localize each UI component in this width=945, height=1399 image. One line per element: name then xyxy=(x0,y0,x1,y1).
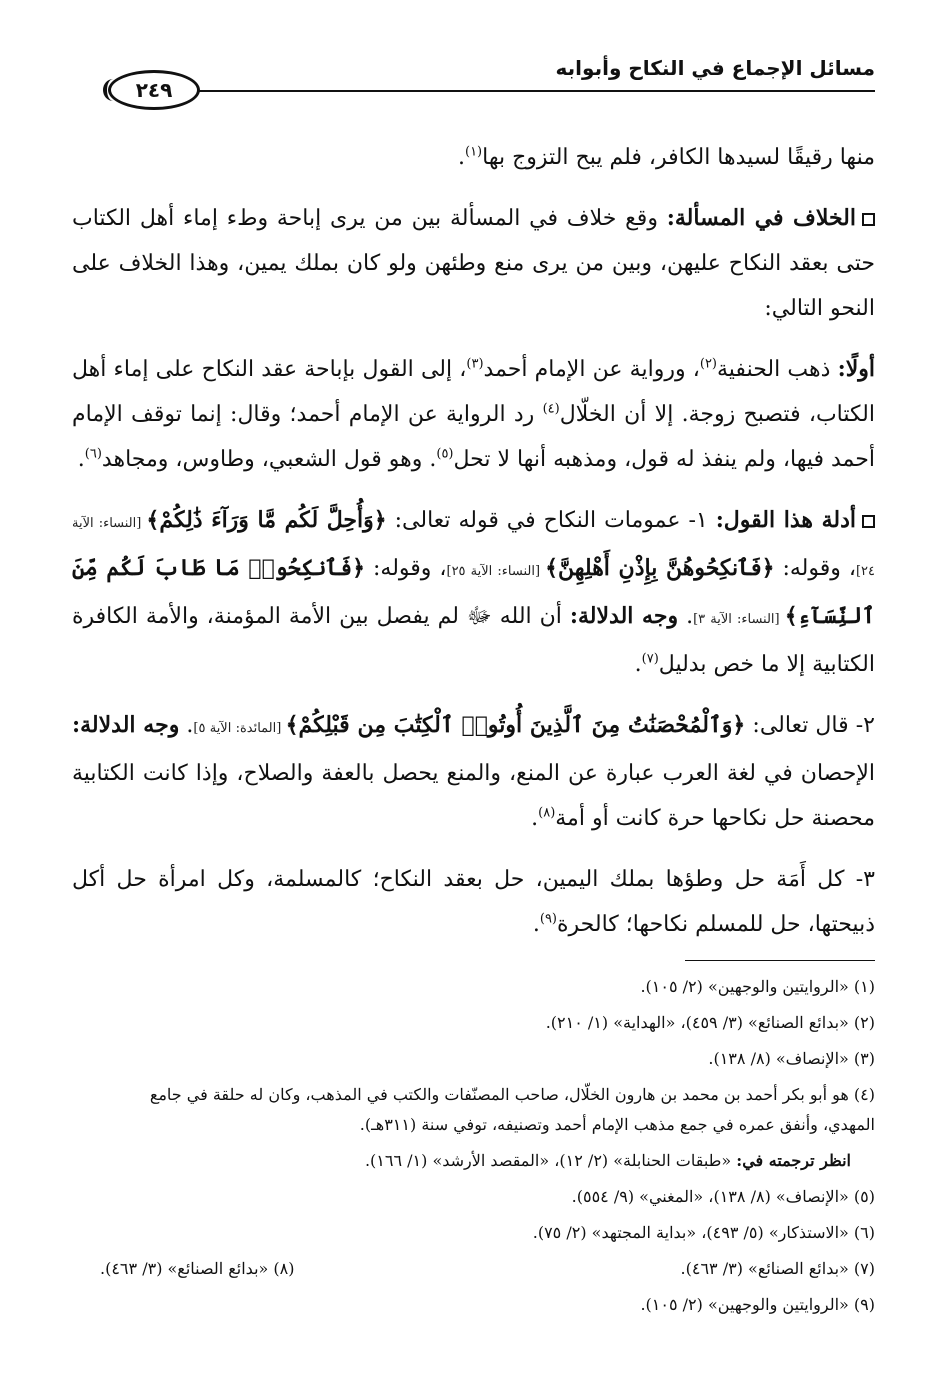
verse-reference: [النساء: الآية ٣] xyxy=(693,612,785,627)
footnote-3: (٣) «الإنصاف» (٨/ ١٣٨). xyxy=(708,1049,875,1068)
quran-verse: ﴿وَأُحِلَّ لَكُم مَّا وَرَآءَ ذَٰلِكُمْ﴾ xyxy=(146,507,387,533)
text-run: . xyxy=(532,912,540,937)
text-run: «طبقات الحنابلة» (٢/ ١٢)، «المقصد الأرشد» (١/ ١٦٦). xyxy=(364,1151,737,1170)
text-run: منها رقيقًا لسيدها الكافر، فلم يبح التزوج بها xyxy=(482,145,875,170)
quran-verse: ﴿فَٱنكِحُوا۟ مَا طَابَ لَكُم مِّنَ ٱلنِّسَآءِ﴾ xyxy=(72,555,875,629)
footnote-8: (٨) «بدائع الصنائع» (٣/ ٤٦٣). xyxy=(100,1259,295,1278)
footnote-ref-4: (٤) xyxy=(542,401,560,417)
paragraph-awwalan xyxy=(72,347,875,482)
footnote-ref-2: (٢) xyxy=(699,356,717,372)
text-run: . xyxy=(634,652,642,677)
paragraph-adilla xyxy=(72,498,875,687)
text-run: ، إلى القول بإباحة عقد النكاح على إماء أهل الكتاب، فتصبح زوجة. إلا أن الخلّال xyxy=(72,357,875,427)
footnote-ref-5: (٥) xyxy=(436,446,454,462)
footnote-2: (٢) «بدائع الصنائع» (٣/ ٤٥٩)، «الهداية» (١/ ٢١٠). xyxy=(545,1013,875,1032)
footnotes xyxy=(100,972,875,1326)
footnote-7: (٧) «بدائع الصنائع» (٣/ ٤٦٣). xyxy=(680,1259,875,1278)
text-run: وقع خلاف في المسألة بين من يرى إباحة وطء إماء أهل الكتاب حتى بعقد النكاح عليهن، وبين من يرى منع وطئهن ولو كان بملك يمين، وهذا الخلاف على النحو التالي: xyxy=(72,206,875,321)
paragraph-evidence-2 xyxy=(72,703,875,841)
footnote-5: (٥) «الإنصاف» (٨/ ١٣٨)، «المغني» (٩/ ٥٥٤). xyxy=(571,1187,875,1206)
wajh-label: وجه الدلالة: xyxy=(72,712,180,738)
heading-awwalan: أولًا: xyxy=(837,356,875,382)
text-run: . xyxy=(457,145,465,170)
text-run: . xyxy=(77,447,85,472)
wajh-label: وجه الدلالة: xyxy=(569,603,679,629)
footnote-1: (١) «الروايتين والوجهين» (٢/ ١٠٥). xyxy=(640,977,875,996)
text-run: الإحصان في لغة العرب عبارة عن المنع، والمنع يحصل بالعفة والصلاح، وإذا كانت الكتابية محصنة حل نكاحها حرة كانت أو أمة xyxy=(72,761,875,831)
footnote-ref-7: (٧) xyxy=(641,651,659,667)
footnote-ref-6: (٦) xyxy=(84,446,102,462)
text-run: رد الرواية عن الإمام أحمد؛ وقال: إنما توقف الإمام أحمد فيها، ولم ينفذ له قول، ومذهبه أنها لا تحل xyxy=(72,402,875,472)
footnote-separator xyxy=(685,960,875,961)
text-run: ، ورواية عن الإمام أحمد xyxy=(483,357,700,382)
quran-verse: ﴿فَٱنكِحُوهُنَّ بِإِذْنِ أَهْلِهِنَّ﴾ xyxy=(545,555,775,581)
page-header xyxy=(108,52,875,122)
footnote-4: (٤) هو أبو بكر أحمد بن محمد بن هارون الخلّال، صاحب المصنّفات والكتب في المذهب، وكان له حلقة في جامع المهدي، وأنفق عمره في جمع مذهب الإمام أحمد وتصنيفه، توفي سنة (٣١١هـ). xyxy=(149,1085,875,1134)
running-title: مسائل الإجماع في النكاح وأبوابه xyxy=(555,56,875,80)
text-run: ٣- كل أَمَة حل وطؤها بملك اليمين، حل بعقد النكاح؛ كالمسلمة، وكل امرأة حل أكل ذبيحتها، حل للمسلم نكاحها؛ كالحرة xyxy=(72,867,875,937)
text-run: ٢- قال تعالى: xyxy=(745,713,875,738)
paragraph-khilaf xyxy=(72,196,875,331)
text-run: أن الله ﷻ لم يفصل بين الأمة المؤمنة، والأمة الكافرة الكتابية إلا ما خص بدليل xyxy=(72,604,875,677)
paragraph-1 xyxy=(72,135,875,180)
text-run: ، وقوله: xyxy=(365,556,447,581)
text-run: . وهو قول الشعبي، وطاوس، ومجاهد xyxy=(101,447,437,472)
footnote-ref-8: (٨) xyxy=(538,805,556,821)
see-label: انظر ترجمته في: xyxy=(736,1151,851,1170)
paragraph-evidence-3 xyxy=(72,857,875,947)
section-heading-khilaf: الخلاف في المسألة: xyxy=(666,205,856,231)
footnote-ref-3: (٣) xyxy=(466,356,484,372)
text-run: ذهب الحنفية xyxy=(717,357,838,382)
verse-reference: [المائدة: الآية ٥] xyxy=(193,721,286,736)
text-run: . xyxy=(531,806,539,831)
footnote-6: (٦) «الاستذكار» (٥/ ٤٩٣)، «بداية المجتهد» (٢/ ٧٥). xyxy=(532,1223,875,1242)
verse-reference: [النساء: الآية ٢٥] xyxy=(446,564,546,579)
footnote-9: (٩) «الروايتين والوجهين» (٢/ ١٠٥). xyxy=(640,1295,875,1314)
footnote-row-7-8 xyxy=(100,1254,875,1284)
text-run: ١- عمومات النكاح في قوله تعالى: xyxy=(386,508,716,533)
verse-reference: [النساء: الآية ٢٤] xyxy=(72,516,875,579)
footnote-ref-1: (١) xyxy=(464,144,483,160)
page-number: ٢٤٩ xyxy=(108,70,200,110)
square-bullet-icon xyxy=(862,515,875,528)
text-run: . xyxy=(678,604,694,629)
square-bullet-icon xyxy=(862,213,875,226)
text-run: . xyxy=(179,713,194,738)
section-heading-adilla: أدلة هذا القول: xyxy=(715,507,857,533)
text-run: ، وقوله: xyxy=(774,556,856,581)
header-rule xyxy=(196,90,875,92)
main-text xyxy=(72,135,875,963)
footnote-4-see xyxy=(100,1146,875,1176)
footnote-ref-9: (٩) xyxy=(539,911,557,927)
quran-verse: ﴿وَٱلْمُحْصَنَٰتُ مِنَ ٱلَّذِينَ أُوتُوا۟ ٱلْكِتَٰبَ مِن قَبْلِكُمْ﴾ xyxy=(285,712,746,738)
